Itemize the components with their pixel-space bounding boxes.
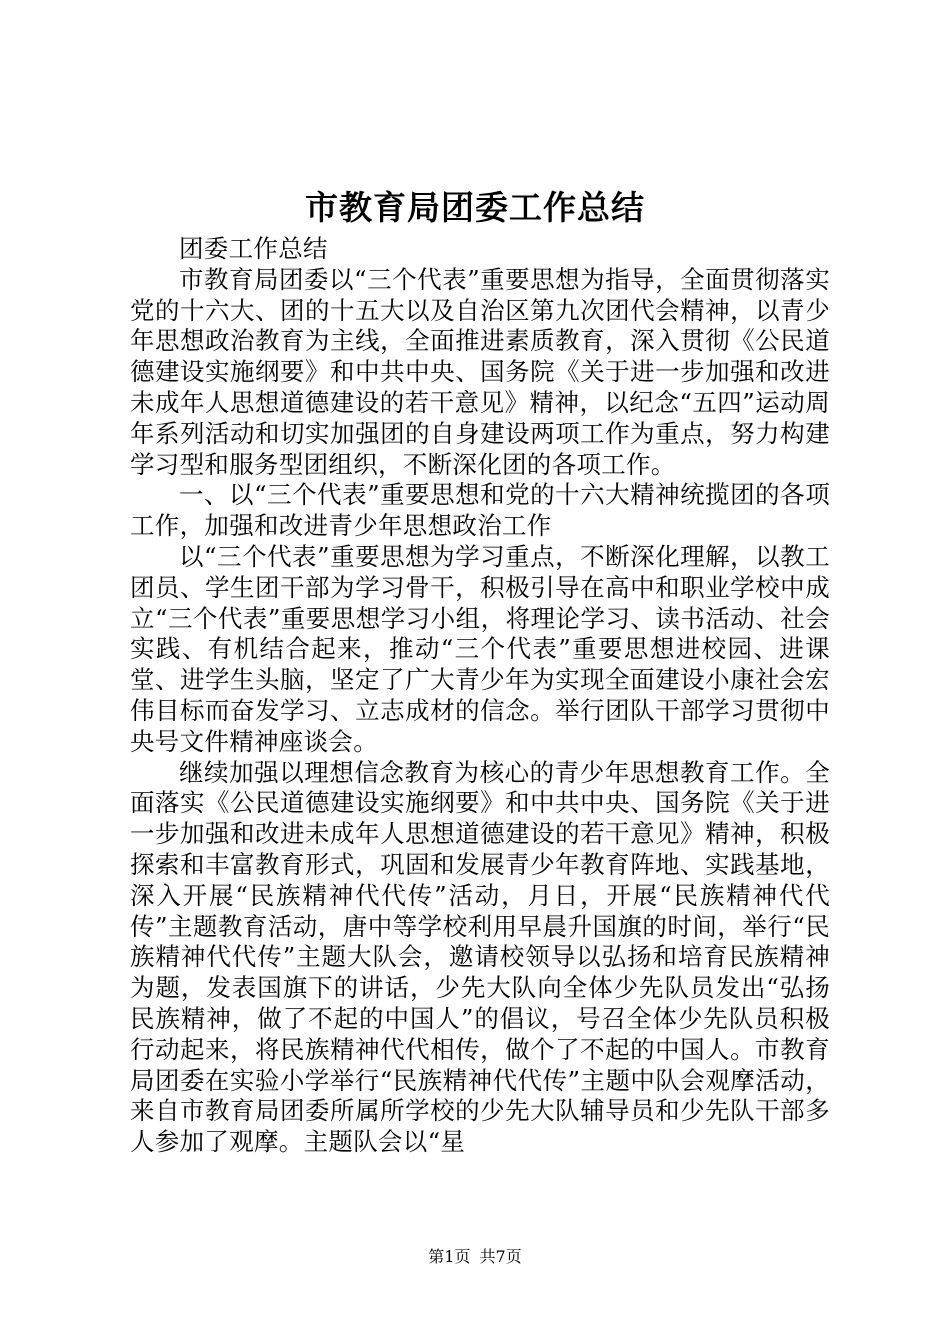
paragraph: 一、以“三个代表”重要思想和党的十六大精神统揽团的各项工作，加强和改进青少年思想政治工作 — [130, 480, 830, 541]
paragraph: 市教育局团委以“三个代表”重要思想为指导，全面贯彻落实党的十六大、团的十五大以及自治区第九次团代会精神，以青少年思想政治教育为主线，全面推进素质教育，深入贯彻《公民道德建设实施纲要》和中共中央、国务院《关于进一步加强和改进未成年人思想道德建设的若干意见》精神，以纪念“五四”运动周年系列活动和切实加强团的自身建设两项工作为重点，努力构建学习型和服务型团组织，不断深化团的各项工作。 — [130, 264, 830, 479]
paragraph: 以“三个代表”重要思想为学习重点，不断深化理解，以教工团员、学生团干部为学习骨干，积极引导在高中和职业学校中成立“三个代表”重要思想学习小组，将理论学习、读书活动、社会实践、有机结合起来，推动“三个代表”重要思想进校园、进课堂、进学生头脑，坚定了广大青少年为实现全面建设小康社会宏伟目标而奋发学习、立志成材的信念。举行团队干部学习贯彻中央号文件精神座谈会。 — [130, 541, 830, 756]
page-footer — [0, 1244, 950, 1267]
document-title: 市教育局团委工作总结 — [305, 188, 645, 227]
document-body — [130, 234, 830, 1158]
paragraph: 继续加强以理想信念教育为核心的青少年思想教育工作。全面落实《公民道德建设实施纲要》和中共中央、国务院《关于进一步加强和改进未成年人思想道德建设的若干意见》精神，积极探索和丰富教育形式，巩固和发展青少年教育阵地、实践基地，深入开展“民族精神代代传”活动，月日，开展“民族精神代代传”主题教育活动，唐中等学校利用早晨升国旗的时间，举行“民族精神代代传”主题大队会，邀请校领导以弘扬和培育民族精神为题，发表国旗下的讲话，少先大队向全体少先队员发出“弘扬民族精神，做了不起的中国人”的倡议，号召全体少先队员积极行动起来，将民族精神代代相传，做个了不起的中国人。市教育局团委在实验小学举行“民族精神代代传”主题中队会观摩活动，来自市教育局团委所属所学校的少先大队辅导员和少先队干部多人参加了观摩。主题队会以“星 — [130, 757, 831, 1157]
paragraph: 团委工作总结 — [179, 234, 328, 263]
page-number: 第1页 — [428, 1247, 471, 1266]
total-pages: 共7页 — [479, 1247, 522, 1266]
